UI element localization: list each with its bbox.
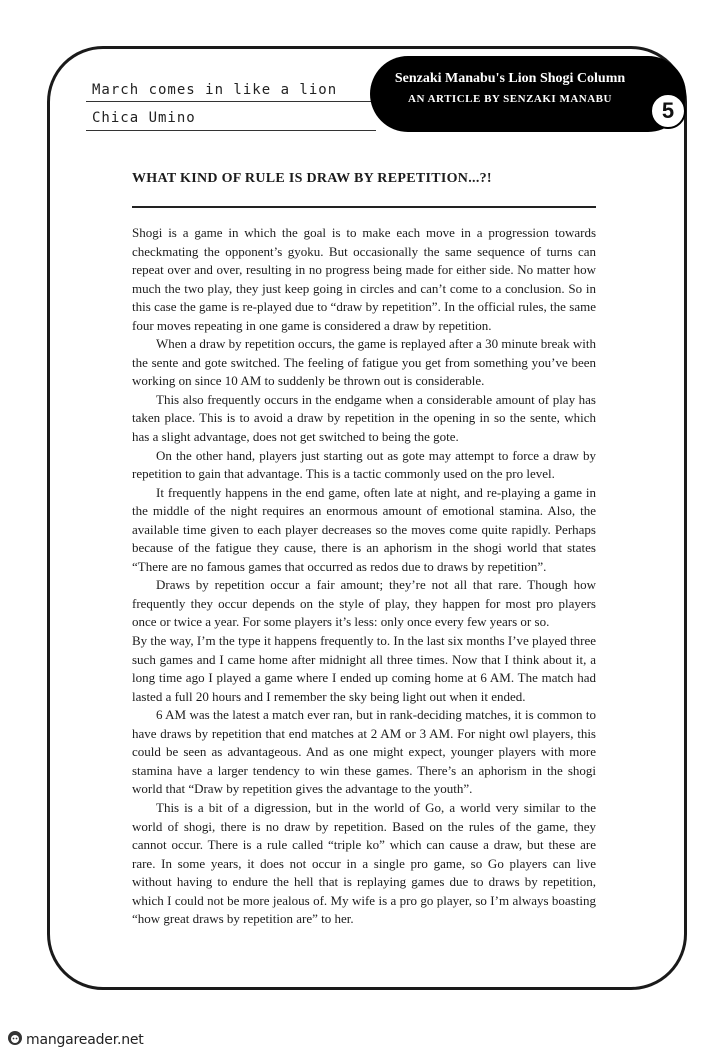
watermark-text: mangareader.net: [26, 1032, 144, 1048]
article-paragraph: By the way, I’m the type it happens frequently to. In the last six months I’ve played three such games and I came home after midnight all three times. Now that I think about it, a long time ago I played a game where I ended up coming home at 6 AM. The match had lasted a full 20 hours and I remember the sky being light out when it ended.: [132, 633, 596, 704]
article-body: [132, 224, 596, 929]
series-title-underline: [86, 101, 376, 102]
article-paragraph: Draws by repetition occur a fair amount; they’re not all that rare. Though how frequently they occur depends on the style of play, they happen for most pro players once or twice a year. For some players it’s less: only once every few years or so.: [132, 577, 596, 630]
article-paragraph: This is a bit of a digression, but in the world of Go, a world very similar to the world of shogi, there is no draw by repetition. Based on the rules of the game, they cannot occur. There is a rule called “triple ko” which can cause a draw, but these are rare. In some years, it does not occur in a single pro game, so Go players can live without having to endure the hell that is replaying games due to draws by repetition, which I could not be more jealous of. My wife is a pro go player, so I’m always boasting “how great draws by repetition are” to her.: [132, 799, 596, 927]
author-name: Chica Umino: [92, 110, 196, 126]
column-byline: AN ARTICLE BY SENZAKI MANABU: [408, 93, 612, 105]
article-paragraph: When a draw by repetition occurs, the game is replayed after a 30 minute break with the sente and gote switched. The feeling of fatigue you get from something you’ve been working on since 10 AM to suddenly be thrown out is considerable.: [132, 336, 596, 389]
article-paragraph: On the other hand, players just starting out as gote may attempt to force a draw by repetition to gain that advantage. This is a tactic commonly used on the pro level.: [132, 447, 596, 482]
column-banner: [370, 56, 686, 132]
article-paragraph: 6 AM was the latest a match ever ran, but in rank-deciding matches, it is common to have draws by repetition that end matches at 2 AM or 3 AM. For night owl players, this could be seen as advantageous. And as one might expect, younger players with more stamina have a larger tendency to win these games. There’s an aphorism in the shogi world that “Draw by repetition gives the advantage to the youth”.: [132, 707, 596, 797]
lion-head-icon: [6, 1030, 24, 1050]
site-watermark: [6, 1030, 144, 1050]
article-paragraph: This also frequently occurs in the endgame when a considerable amount of play has taken place. This is to avoid a draw by repetition in the opening in so the sente, which has a slight advantage, does not get switched to being the gote.: [132, 391, 596, 445]
article-heading: WHAT KIND OF RULE IS DRAW BY REPETITION...?!: [132, 171, 492, 186]
author-underline: [86, 130, 376, 131]
article-paragraph: Shogi is a game in which the goal is to make each move in a progression towards checkmating the opponent’s gyoku. But occasionally the same sequence of turns can repeat over and over, resulting in no progress being made for either side. No matter how much the two play, they just keep going in circles and can’t come to a conclusion. So in this case the game is re-played due to “draw by repetition”. In the official rules, the same four moves repeating in one game is considered a draw by repetition.: [132, 225, 596, 333]
article-paragraph: It frequently happens in the end game, often late at night, and re-playing a game in the middle of the night requires an enormous amount of emotional stamina. Also, the available time given to each player decreases so the moves come quite rapidly. Perhaps because of the fatigue they cause, there is an aphorism in the shogi world that states “There are no famous games that occurred as redos due to draws by repetition”.: [132, 484, 596, 574]
issue-number-badge: 5: [650, 93, 686, 129]
series-title: March comes in like a lion: [92, 82, 338, 98]
column-title: Senzaki Manabu's Lion Shogi Column: [394, 71, 626, 86]
heading-rule: [132, 206, 596, 208]
